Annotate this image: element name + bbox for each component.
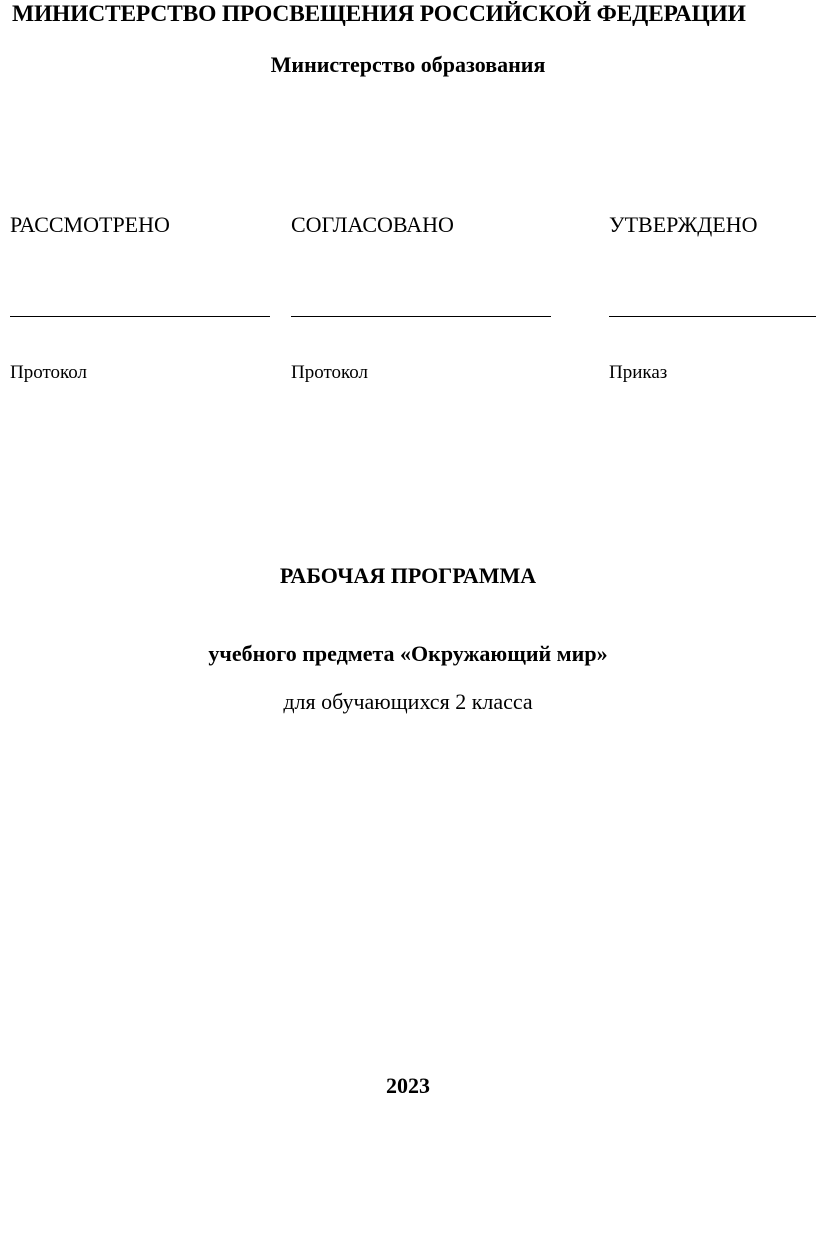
approval-heading: СОГЛАСОВАНО: [291, 212, 454, 237]
approval-block-considered: [10, 211, 270, 383]
department-title: Министерство образования: [270, 52, 546, 77]
ministry-title: МИНИСТЕРСТВО ПРОСВЕЩЕНИЯ РОССИЙСКОЙ ФЕДЕРАЦИИ: [12, 1, 746, 27]
approval-heading: УТВЕРЖДЕНО: [609, 212, 758, 237]
approval-document-label: Протокол: [291, 362, 369, 383]
approval-block-approved: [609, 211, 816, 383]
program-title: РАБОЧАЯ ПРОГРАММА: [279, 563, 537, 588]
approval-document-label: Протокол: [10, 362, 88, 383]
year: 2023: [386, 1073, 430, 1098]
approval-heading: РАССМОТРЕНО: [10, 212, 170, 237]
signature-line: [291, 316, 551, 317]
signature-line: [609, 316, 816, 317]
approval-document-label: Приказ: [609, 362, 668, 383]
audience-line: для обучающихся 2 класса: [283, 689, 533, 714]
subject-line: учебного предмета «Окружающий мир»: [208, 641, 608, 666]
approval-block-agreed: [291, 211, 551, 383]
signature-line: [10, 316, 270, 317]
